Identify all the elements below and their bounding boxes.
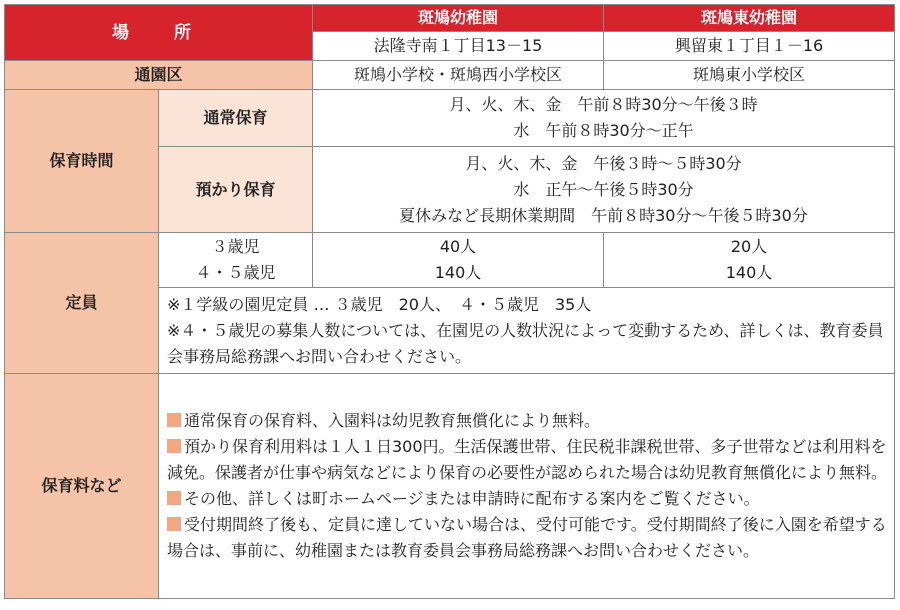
extended-hours-line: 水 正午～午後５時30分 bbox=[513, 179, 694, 199]
fees-label: 保育料など bbox=[5, 374, 159, 599]
capacity-school-a bbox=[313, 233, 604, 288]
capacity-a-age45: 140人 bbox=[434, 263, 482, 282]
fees-notes bbox=[159, 374, 895, 599]
place-header: 場 所 bbox=[5, 5, 313, 61]
capacity-a-age3: 40人 bbox=[439, 237, 477, 256]
fee-item bbox=[167, 512, 888, 564]
age-group-labels bbox=[159, 233, 313, 288]
age3-label: ３歳児 bbox=[211, 237, 260, 256]
hours-label: 保育時間 bbox=[5, 90, 159, 233]
capacity-b-age45: 140人 bbox=[725, 263, 773, 282]
extended-hours-line: 夏休みなど長期休業期間 午前８時30分～午後５時30分 bbox=[399, 205, 808, 225]
normal-hours-line: 月、火、木、金 午前８時30分～午後３時 bbox=[449, 95, 758, 114]
square-bullet-icon bbox=[167, 413, 181, 427]
kindergarten-info-table bbox=[4, 4, 895, 599]
capacity-school-b bbox=[604, 233, 895, 288]
school-a-address: 法隆寺南１丁目13－15 bbox=[313, 32, 604, 61]
district-b: 斑鳩東小学校区 bbox=[604, 61, 895, 90]
school-b-address: 興留東１丁目１－16 bbox=[604, 32, 895, 61]
school-b-name: 斑鳩東幼稚園 bbox=[604, 5, 895, 32]
district-label: 通園区 bbox=[5, 61, 313, 90]
normal-hours-line: 水 午前８時30分～正午 bbox=[513, 121, 694, 140]
age45-label: ４・５歳児 bbox=[195, 263, 276, 282]
extended-care-label: 預かり保育 bbox=[159, 147, 313, 233]
fee-item bbox=[167, 408, 888, 434]
extended-care-hours bbox=[313, 147, 895, 233]
capacity-label: 定員 bbox=[5, 233, 159, 374]
extended-hours-line: 月、火、木、金 午後３時～５時30分 bbox=[465, 153, 742, 173]
normal-care-label: 通常保育 bbox=[159, 90, 313, 147]
capacity-note: ※４・５歳児の募集人数については、在園児の人数状況によって変動するため、詳しくは、教育委員会事務局総務課へお問い合わせください。 bbox=[167, 320, 884, 366]
square-bullet-icon bbox=[167, 491, 181, 505]
capacity-note: ※１学級の園児定員 … ３歳児 20人、 ４・５歳児 35人 bbox=[167, 294, 592, 314]
fee-item bbox=[167, 434, 888, 486]
fee-item-text: その他、詳しくは町ホームページまたは申請時に配布する案内をご覧ください。 bbox=[184, 489, 760, 508]
fee-item-text: 受付期間終了後も、定員に達していない場合は、受付可能です。受付期間終了後に入園を希望する場合は、事前に、幼稚園または教育委員会事務局総務課へお問い合わせください。 bbox=[167, 515, 887, 560]
district-a: 斑鳩小学校・斑鳩西小学校区 bbox=[313, 61, 604, 90]
fee-item-text: 預かり保育利用料は１人１日300円。生活保護世帯、住民税非課税世帯、多子世帯などは利用料を減免。保護者が仕事や病気などにより保育の必要性が認められた場合は幼児教育無償化により無料。 bbox=[167, 437, 888, 482]
normal-care-hours bbox=[313, 90, 895, 147]
fee-item-text: 通常保育の保育料、入園料は幼児教育無償化により無料。 bbox=[184, 411, 601, 430]
square-bullet-icon bbox=[167, 517, 181, 531]
capacity-notes bbox=[159, 288, 895, 374]
square-bullet-icon bbox=[167, 439, 181, 453]
school-a-name: 斑鳩幼稚園 bbox=[313, 5, 604, 32]
capacity-b-age3: 20人 bbox=[730, 237, 768, 256]
fee-item bbox=[167, 486, 888, 512]
